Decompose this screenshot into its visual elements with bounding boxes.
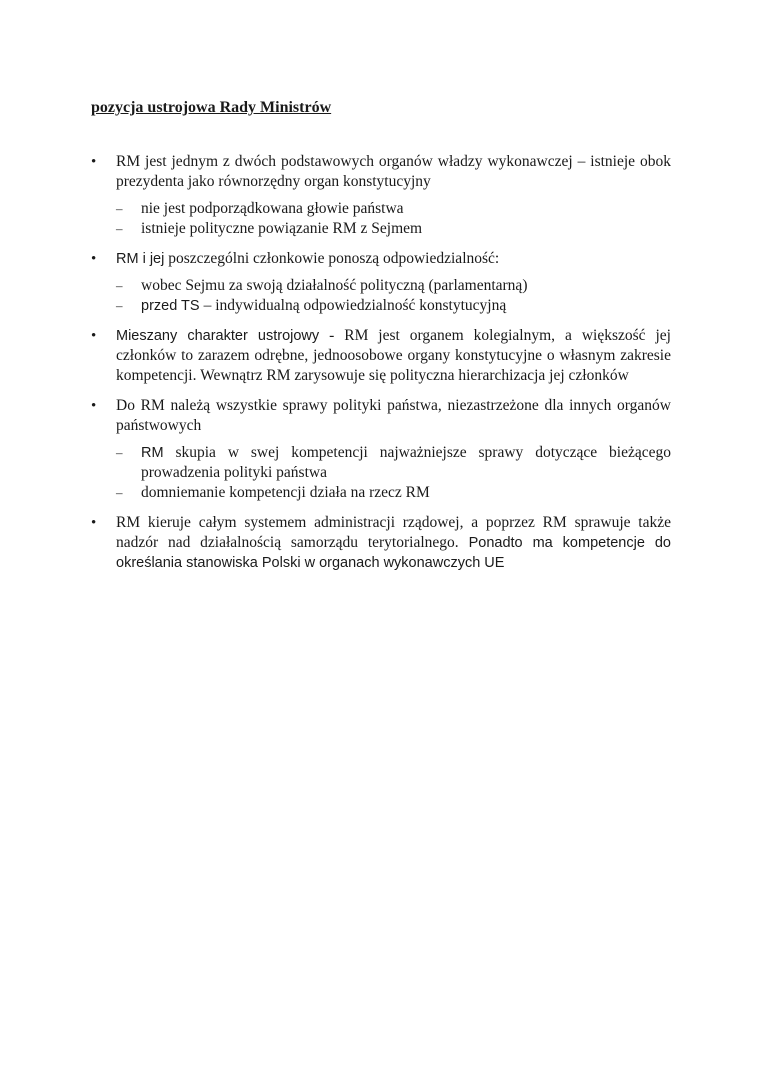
dash-icon: – xyxy=(116,278,123,293)
sublist-item-text: nie jest podporządkowana głowie państwa xyxy=(141,200,404,217)
dash-icon: – xyxy=(116,298,123,313)
dash-icon: – xyxy=(116,445,123,460)
list-item-lead: Mieszany charakter ustrojowy xyxy=(116,328,320,344)
bullet-list xyxy=(91,152,671,583)
sublist-item-text xyxy=(141,296,671,316)
sublist-item-text: istnieje polityczne powiązanie RM z Sejmem xyxy=(141,220,423,237)
sublist-item-lead: RM xyxy=(141,445,164,461)
sublist xyxy=(116,443,671,503)
bullet-icon: • xyxy=(91,328,97,344)
dash-icon: – xyxy=(116,221,123,236)
list-item-text xyxy=(116,249,671,269)
sublist-item-lead: przed TS xyxy=(141,298,204,314)
list-item xyxy=(91,513,671,573)
list-item-lead: RM i jej xyxy=(116,251,165,267)
bullet-icon: • xyxy=(91,515,97,531)
list-item-text: RM jest jednym z dwóch podstawowych organów władzy wykonawczej – istnieje obok prezydenta jako równorzędny organ konstytucyjny xyxy=(116,153,671,190)
list-item-body: - RM jest organem kolegialnym, a większość jej członków to zarazem odrębne, jednoosobowe organy konstytucyjne o własnym zakresie kompetencji. Wewnątrz RM zarysowuje się polityczna hierarchizacja jej członków xyxy=(116,327,671,384)
list-item-body: RM kieruje całym systemem administracji rządowej, a poprzez RM sprawuje także nadzór nad działalnością samorządu terytorialnego. xyxy=(116,514,671,551)
sublist-item xyxy=(116,219,671,239)
list-item-body: poszczególni członkowie ponoszą odpowiedzialność: xyxy=(164,250,500,267)
sublist-item xyxy=(116,276,671,296)
sublist-item xyxy=(116,483,671,503)
list-item-tail: Ponadto ma kompetencje do określania stanowiska Polski w organach wykonawczych UE xyxy=(116,535,671,571)
sublist-item-body: – indywidualną odpowiedzialność konstytucyjną xyxy=(203,297,507,314)
sublist-item-text: domniemanie kompetencji działa na rzecz RM xyxy=(141,484,430,501)
list-item xyxy=(91,249,671,316)
bullet-icon: • xyxy=(91,154,97,170)
list-item-text xyxy=(116,326,671,386)
sublist xyxy=(116,276,671,316)
sublist-item-body: skupia w swej kompetencji najważniejsze sprawy dotyczące bieżącego prowadzenia polityki państwa xyxy=(141,444,671,481)
sublist-item-text xyxy=(141,443,671,483)
sublist-item xyxy=(116,443,671,483)
sublist-item-text: wobec Sejmu za swoją działalność polityczną (parlamentarną) xyxy=(141,277,528,294)
dash-icon: – xyxy=(116,201,123,216)
sublist-item xyxy=(116,199,671,219)
list-item xyxy=(91,326,671,386)
list-item-text: Do RM należą wszystkie sprawy polityki państwa, niezastrzeżone dla innych organów państwowych xyxy=(116,397,671,434)
list-item xyxy=(91,152,671,239)
list-item xyxy=(91,396,671,503)
list-item-text xyxy=(116,513,671,573)
sublist xyxy=(116,199,671,239)
sublist-item xyxy=(116,296,671,316)
page-title: pozycja ustrojowa Rady Ministrów xyxy=(91,99,332,116)
dash-icon: – xyxy=(116,485,123,500)
bullet-icon: • xyxy=(91,251,97,267)
bullet-icon: • xyxy=(91,398,97,414)
